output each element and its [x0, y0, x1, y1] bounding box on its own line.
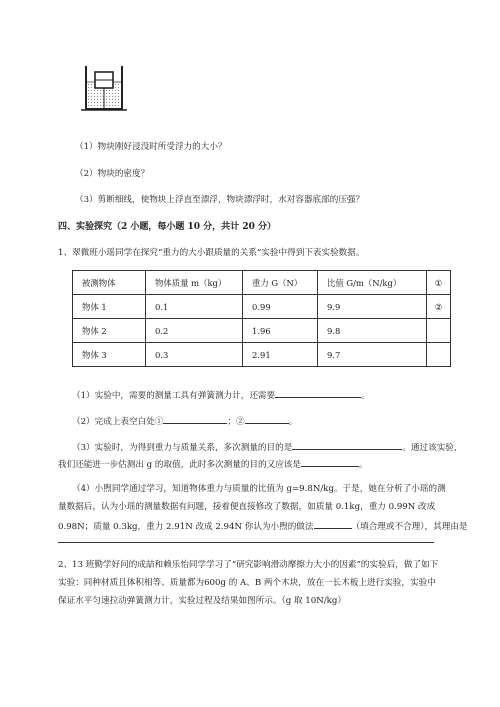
table-cell: 2.91 [243, 343, 318, 367]
question-text: ；② [227, 417, 245, 427]
table-row [73, 343, 451, 367]
header-cell: ① [427, 271, 451, 295]
answer-blank[interactable] [275, 388, 361, 398]
problem1-question3-line1 [72, 440, 462, 454]
table-header-row [73, 271, 451, 295]
q3-part-2: （2）物块的密度？ [75, 169, 150, 179]
table-row [73, 319, 451, 343]
question-text: 0.98N；质量 0.3kg，重力 2.91N 改成 2.94N 你认为小煦的做法 [58, 522, 314, 532]
question-text: 我们还能进一步估测出 g 的取值，此时多次测量的目的又应该是 [58, 460, 301, 470]
header-cell: 比值 G/m（N/kg） [318, 271, 427, 295]
answer-blank[interactable] [301, 457, 359, 467]
table-row [73, 295, 451, 319]
question-text: （填合理或不合理），其理由是 [351, 522, 468, 532]
table-cell [427, 319, 451, 343]
question-text: 。 [288, 417, 298, 427]
problem1-question4-line3 [58, 519, 468, 533]
question-text: （2）完成上表空白处① [72, 417, 164, 427]
answer-blank[interactable] [58, 533, 434, 543]
table-cell: 0.3 [146, 343, 243, 367]
table-cell: 9.7 [318, 343, 427, 367]
data-table [72, 270, 451, 367]
question-text: 。通过该实验， [402, 443, 463, 453]
answer-blank[interactable] [292, 440, 402, 450]
table-cell: 物体 3 [73, 343, 146, 367]
table-cell: 0.99 [243, 295, 318, 319]
problem2-line2: 实验：同种材质且体积相等、质量都为600g 的 A、B 两个木块，放在一长木板上进行实验，实验中 [58, 578, 436, 588]
problem1-intro: 1、翠微班小瑶同学在探究“重力的大小跟质量的关系”实验中得到下表实验数据。 [58, 248, 365, 258]
table-cell: 1.96 [243, 319, 318, 343]
answer-blank[interactable] [314, 519, 352, 529]
table-cell: 9.9 [318, 295, 427, 319]
table-cell: 0.2 [146, 319, 243, 343]
problem1-question4-line2: 量数据后，认为小瑶的测量数据有问题，接着便直接修改了数据，如质量 0.1kg，重力 0.99N 改成 [58, 502, 436, 512]
header-cell: 被测物体 [73, 271, 146, 295]
header-cell: 重力 G（N） [243, 271, 318, 295]
table-cell: 物体 1 [73, 295, 146, 319]
problem1-question2 [72, 414, 297, 428]
q3-part-1: （1）物块刚好浸没时所受浮力的大小？ [75, 142, 227, 152]
table-cell [427, 343, 451, 367]
header-cell: 物体质量 m（kg） [146, 271, 243, 295]
question-text: 。 [361, 391, 370, 401]
problem1-question1 [72, 388, 370, 402]
container-figure [78, 62, 130, 114]
question-text: （1）实验中，需要的测量工具有弹簧测力计，还需要 [72, 391, 276, 401]
answer-blank[interactable] [163, 414, 227, 424]
question-text: 。 [359, 460, 368, 470]
problem2-line1: 2、13 班勤学好问的成喆和赖乐怡同学学习了“研究影响滑动摩擦力大小的因素”的实验后，做了如下 [58, 560, 439, 570]
section-title-experiment: 四、实验探究（2 小题，每小题 10 分，共计 20 分） [58, 222, 276, 232]
table-cell: 9.8 [318, 319, 427, 343]
table-cell: 0.1 [146, 295, 243, 319]
answer-blank[interactable] [245, 414, 289, 424]
table-cell: ② [427, 295, 451, 319]
problem1-question4-line1: （4）小煦同学通过学习，知道物体重力与质量的比值为 g=9.8N/kg。于是，她在分析了小瑶的测 [72, 484, 446, 494]
q3-part-3: （3）剪断细线，使物块上浮直至漂浮，物块漂浮时，水对容器底部的压强？ [75, 195, 365, 205]
problem1-question4-line4 [58, 533, 434, 547]
question-text: （3）实验时，为得到重力与质量关系，多次测量的目的是 [72, 443, 293, 453]
problem2-line3: 保证水平匀速拉动弹簧测力计，实验过程及结果如图所示。（g 取 10N/kg） [58, 596, 346, 606]
table-cell: 物体 2 [73, 319, 146, 343]
problem1-question3-line2 [58, 457, 368, 471]
